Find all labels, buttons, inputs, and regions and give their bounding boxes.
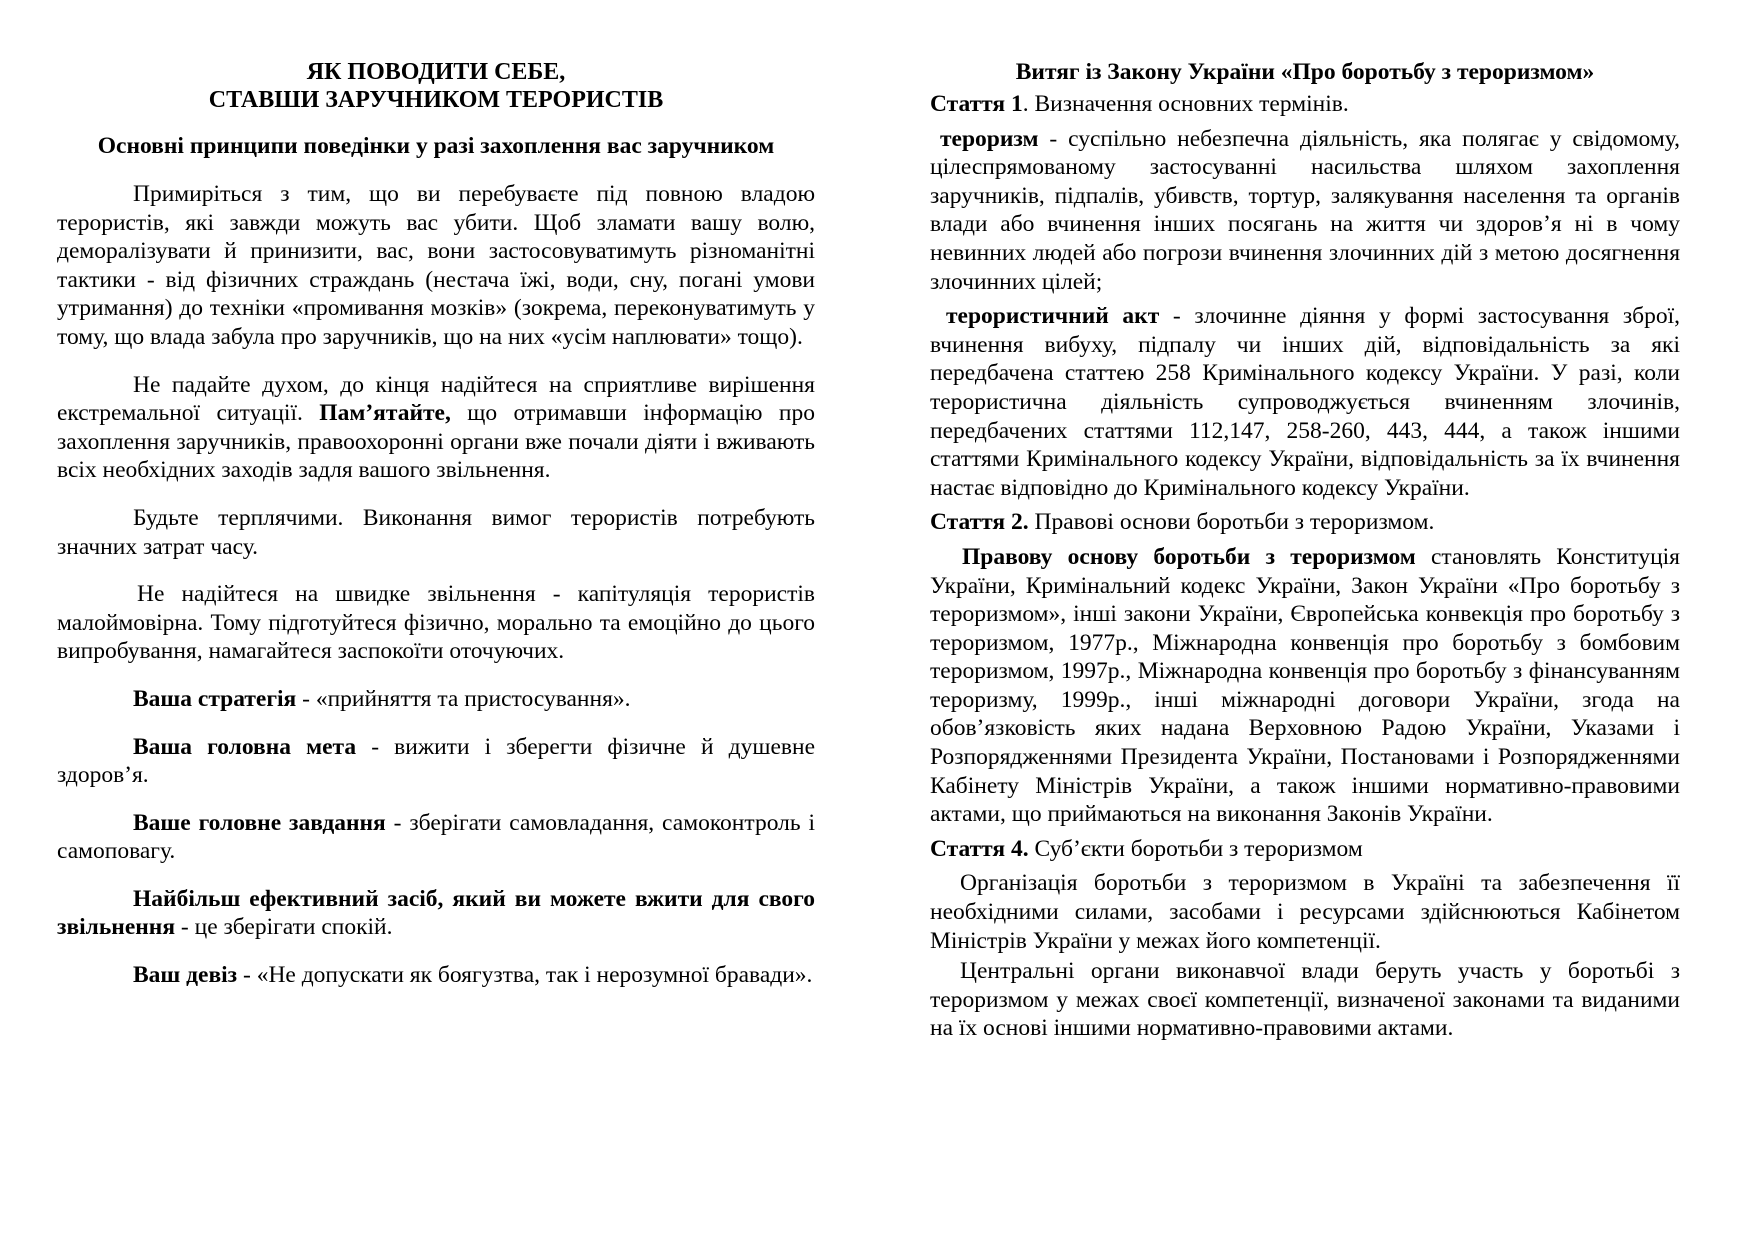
- term-terrorist-act: терористичний акт: [946, 303, 1160, 330]
- motto-label: Ваш девіз: [133, 962, 238, 989]
- article-1-heading: [930, 90, 1680, 119]
- page-title-line-2: СТАВШИ ЗАРУЧНИКОМ ТЕРОРИСТІВ: [208, 87, 664, 113]
- paragraph-main-goal: [57, 733, 815, 790]
- paragraph-keep-spirit: [57, 371, 815, 485]
- paragraph-organization: Організація боротьби з тероризмом в Україні та забезпечення її необхідними силами, засобами і ресурсами здійснюються Кабінетом Міністрів України у межах його компетенції.: [930, 870, 1680, 954]
- paragraph-accept-situation: Примиріться з тим, що ви перебуваєте під повною владою терористів, які завжди можуть вас убити. Щоб зламати вашу волю, деморалізувати й принизити, вас, вони застосовуватимуть різноманітні тактики - від фізичних страждань (нестача їжі, води, сну, погані умови утримання) до техніки «промивання мозків» (зокрема, переконуватимуть у тому, що влада забула про заручників, що на них «усім наплювати» тощо).: [57, 181, 815, 350]
- paragraph-no-quick-release: Не надійтеся на швидке звільнення - капітуляція терористів малоймовірна. Тому підготуйтеся фізично, морально та емоційно до цього випробування, намагайтеся заспокоїти оточуючих.: [57, 581, 815, 665]
- article-2-label: Стаття 2.: [930, 509, 1029, 536]
- main-task-label: Ваше головне завдання: [133, 809, 386, 836]
- page-title-line-1: ЯК ПОВОДИТИ СЕБЕ,: [306, 59, 566, 85]
- article-4-heading: [930, 835, 1680, 864]
- strategy-label: Ваша стратегія: [133, 685, 297, 712]
- definition-terrorism: [930, 125, 1680, 297]
- paragraph-strategy: [57, 685, 815, 714]
- paragraph-be-patient: Будьте терплячими. Виконання вимог терористів потребують значних затрат часу.: [57, 504, 815, 560]
- page-title: [57, 58, 815, 114]
- right-column: [930, 0, 1680, 1045]
- effective-means-text: - це зберігати спокій.: [175, 914, 393, 941]
- paragraph-legal-basis: [930, 543, 1680, 829]
- main-task-text: - зберігати самовладання, самоконтроль і самоповагу.: [57, 809, 815, 865]
- article-4-title: Суб’єкти боротьби з тероризмом: [1028, 835, 1363, 862]
- keep-spirit-text: Не падайте духом, до кінця надійтеся на сприятливе вирішення екстремальної ситуації.: [57, 371, 815, 427]
- definition-terrorist-act: [930, 302, 1680, 502]
- law-extract-heading: Витяг із Закону України «Про боротьбу з тероризмом»: [1015, 59, 1595, 85]
- legal-basis-text: становлять Конституція України, Кримінальний кодекс України, Закон України «Про боротьбу з тероризмом», інші закони України, Європейська конвекція про боротьбу з тероризмом, 1977р., Міжнародна конвенція про боротьбу з бомбовим тероризмом, 1997р., Міжнародна конвенція про боротьбу з фінансуванням тероризму, 1999р., інші міжнародні договори України, згода на обов’язковість яких надана Верховною Радою України, Указами і Розпорядженнями Президента України, Постановами і Розпорядженнями Кабінету Міністрів України, а також іншими нормативно-правовими актами, що приймаються на виконання Законів України.: [930, 543, 1680, 828]
- main-goal-label: Ваша головна мета: [133, 733, 357, 760]
- legal-basis-label: Правову основу боротьби з тероризмом: [962, 543, 1416, 570]
- article-4-label: Стаття 4.: [930, 835, 1029, 862]
- motto-text: - «Не допускати як боягузтва, так і нерозумної бравади».: [237, 962, 813, 989]
- article-2-heading: [930, 508, 1680, 537]
- principles-heading: Основні принципи поведінки у разі захоплення вас заручником: [97, 133, 775, 159]
- strategy-text: - «прийняття та пристосування».: [296, 685, 631, 712]
- main-goal-text: - вижити і зберегти фізичне й душевне здоров’я.: [57, 733, 816, 789]
- term-terrorism: тероризм: [940, 125, 1039, 152]
- definition-terrorist-act-text: - злочинне діяння у формі застосування зброї, вчинення вибуху, підпалу чи інших дій, відповідальність за які передбачена статтею 258 Кримінального кодексу України. У разі, коли терористична діяльність супроводжується вчиненням злочинів, передбачених статтями 112,147, 258-260, 443, 444, а також іншими статтями Кримінального кодексу України, відповідальність за їх вчинення настає відповідно до Кримінального кодексу України.: [930, 303, 1680, 501]
- article-1-label: Стаття 1: [930, 91, 1023, 117]
- article-2-title: Правові основи боротьби з тероризмом.: [1028, 509, 1435, 536]
- paragraph-central-bodies: Центральні органи виконавчої влади беруть участь у боротьбі з тероризмом у межах своєї компетенції, визначеної законами та виданими на їх основі іншими нормативно-правовими актами.: [930, 958, 1680, 1042]
- paragraph-main-task: [57, 809, 815, 866]
- remember-emphasis: Пам’ятайте,: [319, 400, 451, 427]
- left-column: [57, 0, 815, 1009]
- article-1-title: . Визначення основних термінів.: [1022, 91, 1349, 117]
- effective-means-label: Найбільш ефективний засіб, який ви можете вжити для свого звільнення: [57, 885, 815, 941]
- keep-spirit-continued: що отримавши інформацію про захоплення заручників, правоохоронні органи вже почали діяти і вживають всіх необхідних заходів задля вашого звільнення.: [57, 400, 815, 484]
- definition-terrorism-text: - суспільно небезпечна діяльність, яка полягає у свідомому, цілеспрямованому застосуванні насильства шляхом захоплення заручників, підпалів, убивств, тортур, залякування населення та органів влади або вчинення інших посягань на життя чи здоров’я ні в чому невинних людей або погрози вчинення злочинних дій з метою досягнення злочинних цілей;: [930, 125, 1680, 295]
- paragraph-motto: [57, 961, 815, 990]
- paragraph-effective-means: [57, 885, 815, 942]
